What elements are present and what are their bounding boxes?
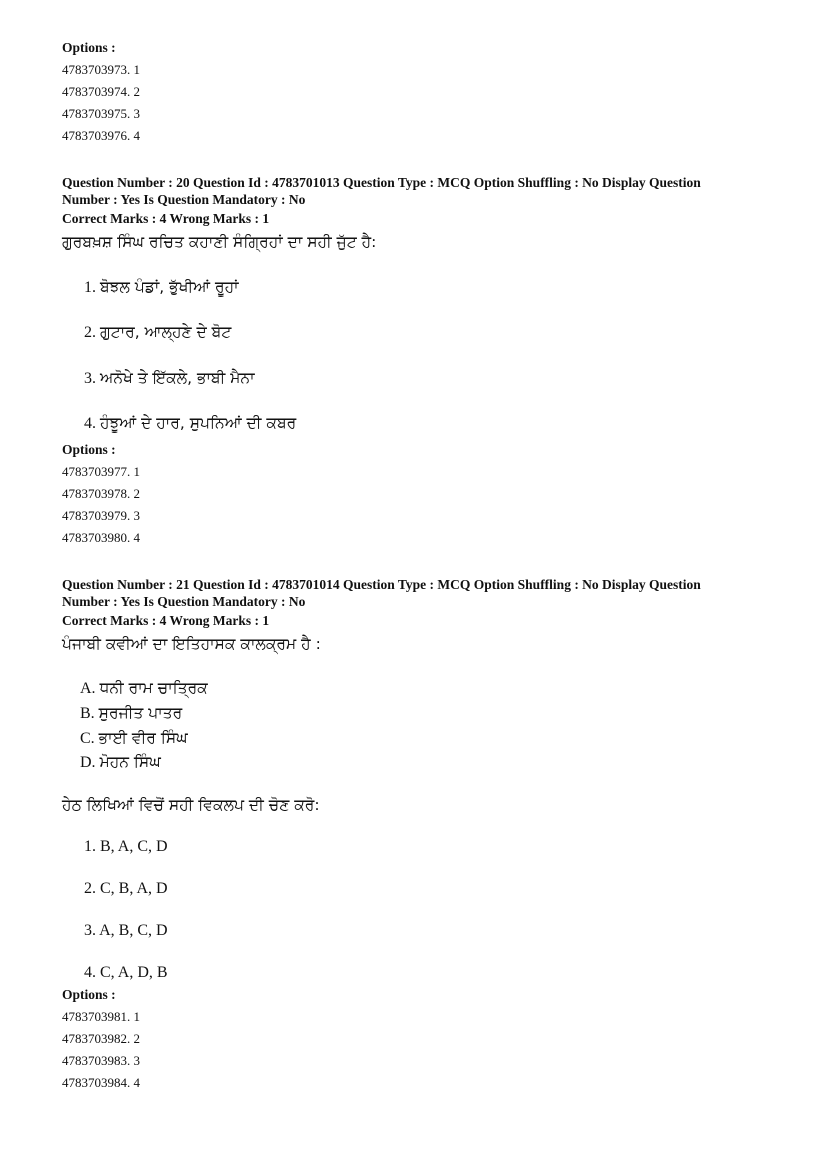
choice-text: A, B, C, D xyxy=(99,922,168,939)
answer-choice xyxy=(84,838,168,856)
option-row: 4783703982. 2 xyxy=(62,1031,140,1046)
list-item xyxy=(80,753,161,772)
option-row: 4783703983. 3 xyxy=(62,1053,140,1068)
option-row: 4783703976. 4 xyxy=(62,128,140,143)
question-header-cont: Number : Yes Is Question Mandatory : No xyxy=(62,594,306,609)
choice-text: C, A, D, B xyxy=(100,964,168,981)
question-header: Question Number : 21 Question Id : 4783701014 Question Type : MCQ Option Shuffling : No Display Question xyxy=(62,577,701,592)
choice-number: 2. xyxy=(84,324,96,341)
option-row: 4783703981. 1 xyxy=(62,1009,140,1024)
question-instruction: ਹੇਠ ਲਿਖਿਆਂ ਵਿਚੋਂ ਸਹੀ ਵਿਕਲਪ ਦੀ ਚੋਣ ਕਰੋ: xyxy=(62,796,320,814)
choice-number: 4. xyxy=(84,415,96,432)
options-label: Options : xyxy=(62,40,116,55)
choice-number: 4. xyxy=(84,964,96,981)
choice-text: C, B, A, D xyxy=(100,880,168,897)
option-row: 4783703975. 3 xyxy=(62,106,140,121)
option-row: 4783703979. 3 xyxy=(62,508,140,523)
question-text: ਪੰਜਾਬੀ ਕਵੀਆਂ ਦਾ ਇਤਿਹਾਸਕ ਕਾਲਕ੍ਰਮ ਹੈ : xyxy=(62,635,321,653)
choice-number: 3. xyxy=(84,922,96,939)
option-row: 4783703984. 4 xyxy=(62,1075,140,1090)
question-text: ਗੁਰਬਖ਼ਸ਼ ਸਿੰਘ ਰਚਿਤ ਕਹਾਣੀ ਸੰਗ੍ਰਿਹਾਂ ਦਾ ਸਹੀ ਜੁੱਟ ਹੈ: xyxy=(62,233,377,251)
list-item xyxy=(80,704,182,723)
item-text: ਭਾਈ ਵੀਰ ਸਿੰਘ xyxy=(98,729,188,747)
list-item xyxy=(80,679,208,698)
option-row: 4783703973. 1 xyxy=(62,62,140,77)
list-item xyxy=(80,729,188,748)
choice-text: ਬੋਝਲ ਪੰਡਾਂ, ਭੁੱਖੀਆਂ ਰੂਹਾਂ xyxy=(100,278,239,296)
choice-text: ਗੁਟਾਰ, ਆਲ੍ਹਣੇ ਦੇ ਬੋਟ xyxy=(100,323,232,341)
option-row: 4783703974. 2 xyxy=(62,84,140,99)
item-letter: D. xyxy=(80,754,96,771)
choice-text: B, A, C, D xyxy=(100,838,168,855)
options-label: Options : xyxy=(62,442,116,457)
answer-choice xyxy=(84,880,168,898)
option-row: 4783703980. 4 xyxy=(62,530,140,545)
question-marks: Correct Marks : 4 Wrong Marks : 1 xyxy=(62,613,270,628)
answer-choice xyxy=(84,964,168,982)
answer-choice xyxy=(84,414,296,433)
item-letter: C. xyxy=(80,730,95,747)
option-row: 4783703977. 1 xyxy=(62,464,140,479)
choice-text: ਅਨੋਖੇ ਤੇ ਇੱਕਲੇ, ਭਾਬੀ ਮੈਨਾ xyxy=(100,369,255,387)
item-letter: B. xyxy=(80,705,95,722)
question-header: Question Number : 20 Question Id : 4783701013 Question Type : MCQ Option Shuffling : No Display Question xyxy=(62,175,701,190)
question-marks: Correct Marks : 4 Wrong Marks : 1 xyxy=(62,211,270,226)
choice-number: 3. xyxy=(84,370,96,387)
answer-choice xyxy=(84,278,239,297)
item-text: ਧਨੀ ਰਾਮ ਚਾਤ੍ਰਿਕ xyxy=(99,679,208,697)
answer-choice xyxy=(84,922,168,940)
choice-number: 1. xyxy=(84,838,96,855)
options-label: Options : xyxy=(62,987,116,1002)
choice-number: 1. xyxy=(84,279,96,296)
answer-choice xyxy=(84,323,231,342)
item-text: ਸੁਰਜੀਤ ਪਾਤਰ xyxy=(98,704,183,722)
choice-text: ਹੰਝੂਆਂ ਦੇ ਹਾਰ, ਸੁਪਨਿਆਂ ਦੀ ਕਬਰ xyxy=(100,414,297,432)
answer-choice xyxy=(84,369,255,388)
item-letter: A. xyxy=(80,680,96,697)
item-text: ਮੋਹਨ ਸਿੰਘ xyxy=(99,753,161,771)
option-row: 4783703978. 2 xyxy=(62,486,140,501)
choice-number: 2. xyxy=(84,880,96,897)
question-header-cont: Number : Yes Is Question Mandatory : No xyxy=(62,192,306,207)
